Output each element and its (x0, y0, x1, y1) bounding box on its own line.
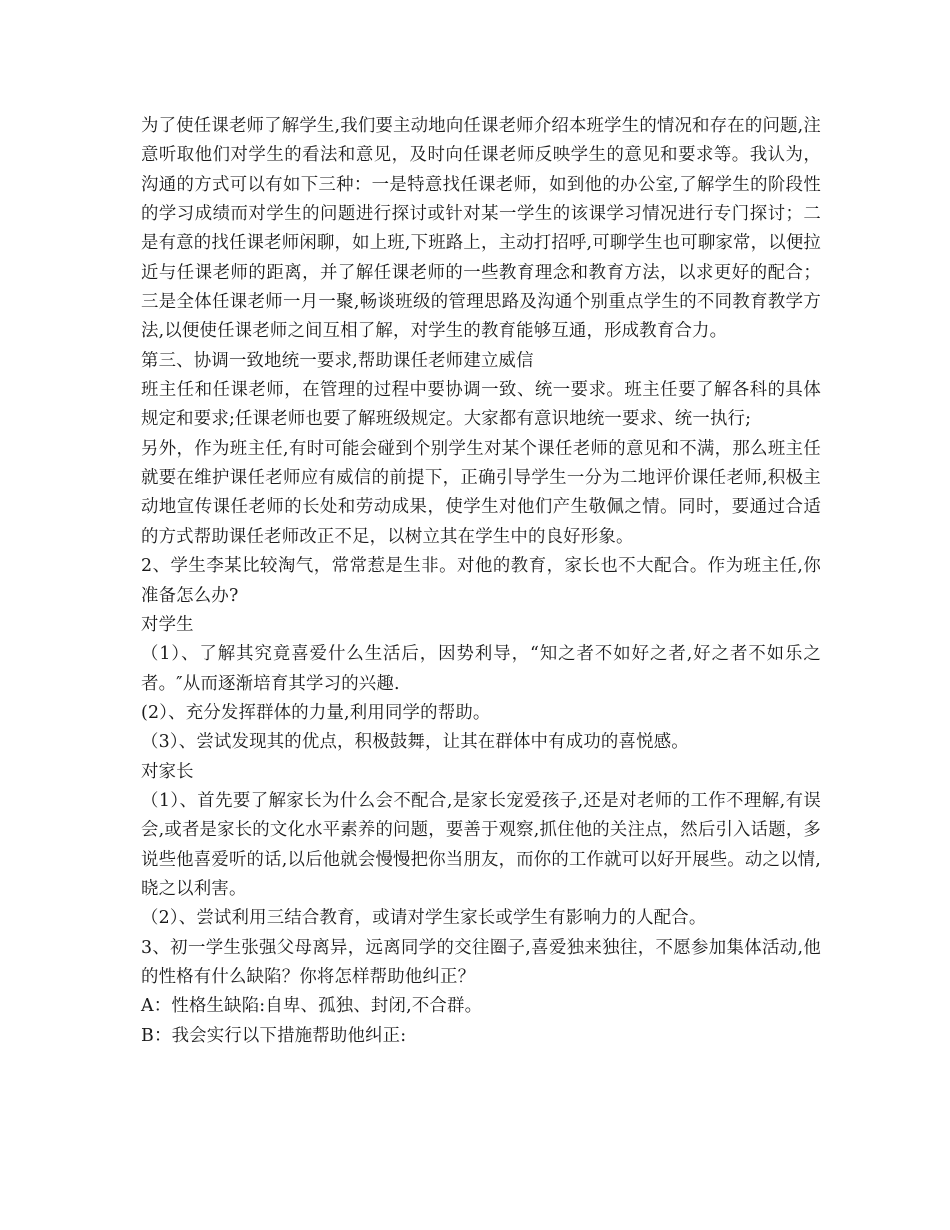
subheading-for-parents: 对家长 (141, 761, 194, 782)
question-2: 2、学生李某比较淘气，常常惹是生非。对他的教育，家长也不大配合。作为班主任,你准备怎么办? (141, 556, 821, 606)
list-item-parents-2: （2）、尝试利用三结合教育，或请对学生家长或学生有影响力的人配合。 (141, 908, 707, 929)
list-item-student-3: （3）、尝试发现其的优点，积极鼓舞，让其在群体中有成功的喜悦感。 (141, 732, 689, 753)
paragraph-unified-requirements: 班主任和任课老师，在管理的过程中要协调一致、统一要求。班主任要了解各科的具体规定和要求;任课老师也要了解班级规定。大家都有意识地统一要求、统一执行; (141, 380, 821, 430)
answer-b: B：我会实行以下措施帮助他纠正: (141, 1025, 407, 1046)
subheading-for-student: 对学生 (141, 614, 194, 635)
list-item-parents-1: （1）、首先要了解家长为什么会不配合,是家长宠爱孩子,还是对老师的工作不理解,有误会,或者是家长的文化水平素养的问题，要善于观察,抓住他的关注点，然后引入话题，多说些他喜爱听的话,以后他就会慢慢把你当朋友，而你的工作就可以好开展些。动之以情,晓之以利害。 (141, 790, 821, 899)
question-3: 3、初一学生张强父母离异，远离同学的交往圈子,喜爱独来独往，不愿参加集体活动,他的性格有什么缺陷？你将怎样帮助他纠正？ (141, 937, 821, 987)
document-body (141, 112, 821, 1051)
list-item-student-1: （1）、了解其究竟喜爱什么生活后，因势利导，“知之者不如好之者,好之者不如乐之者。″从而逐渐培育其学习的兴趣. (141, 644, 821, 694)
paragraph-authority: 另外，作为班主任,有时可能会碰到个别学生对某个课任老师的意见和不满，那么班主任就要在维护课任老师应有威信的前提下，正确引导学生一分为二地评价课任老师,积极主动地宣传课任老师的长处和劳动成果，使学生对他们产生敬佩之情。同时，要通过合适的方式帮助课任老师改正不足，以树立其在学生中的良好形象。 (141, 438, 821, 547)
section-heading-third: 第三、协调一致地统一要求,帮助课任老师建立威信 (141, 350, 534, 371)
paragraph-communication-methods: 为了使任课老师了解学生,我们要主动地向任课老师介绍本班学生的情况和存在的问题,注意听取他们对学生的看法和意见，及时向任课老师反映学生的意见和要求等。我认为，沟通的方式可以有如下三种：一是特意找任课老师，如到他的办公室,了解学生的阶段性的学习成绩而对学生的问题进行探讨或针对某一学生的该课学习情况进行专门探讨；二是有意的找任课老师闲聊，如上班,下班路上，主动打招呼,可聊学生也可聊家常，以便拉近与任课老师的距离，并了解任课老师的一些教育理念和教育方法，以求更好的配合；三是全体任课老师一月一聚,畅谈班级的管理思路及沟通个别重点学生的不同教育教学方法,以便使任课老师之间互相了解，对学生的教育能够互通，形成教育合力。 (141, 116, 821, 342)
answer-a: A：性格生缺陷:自卑、孤独、封闭,不合群。 (141, 996, 483, 1017)
list-item-student-2: (2）、充分发挥群体的力量,利用同学的帮助。 (141, 702, 491, 723)
